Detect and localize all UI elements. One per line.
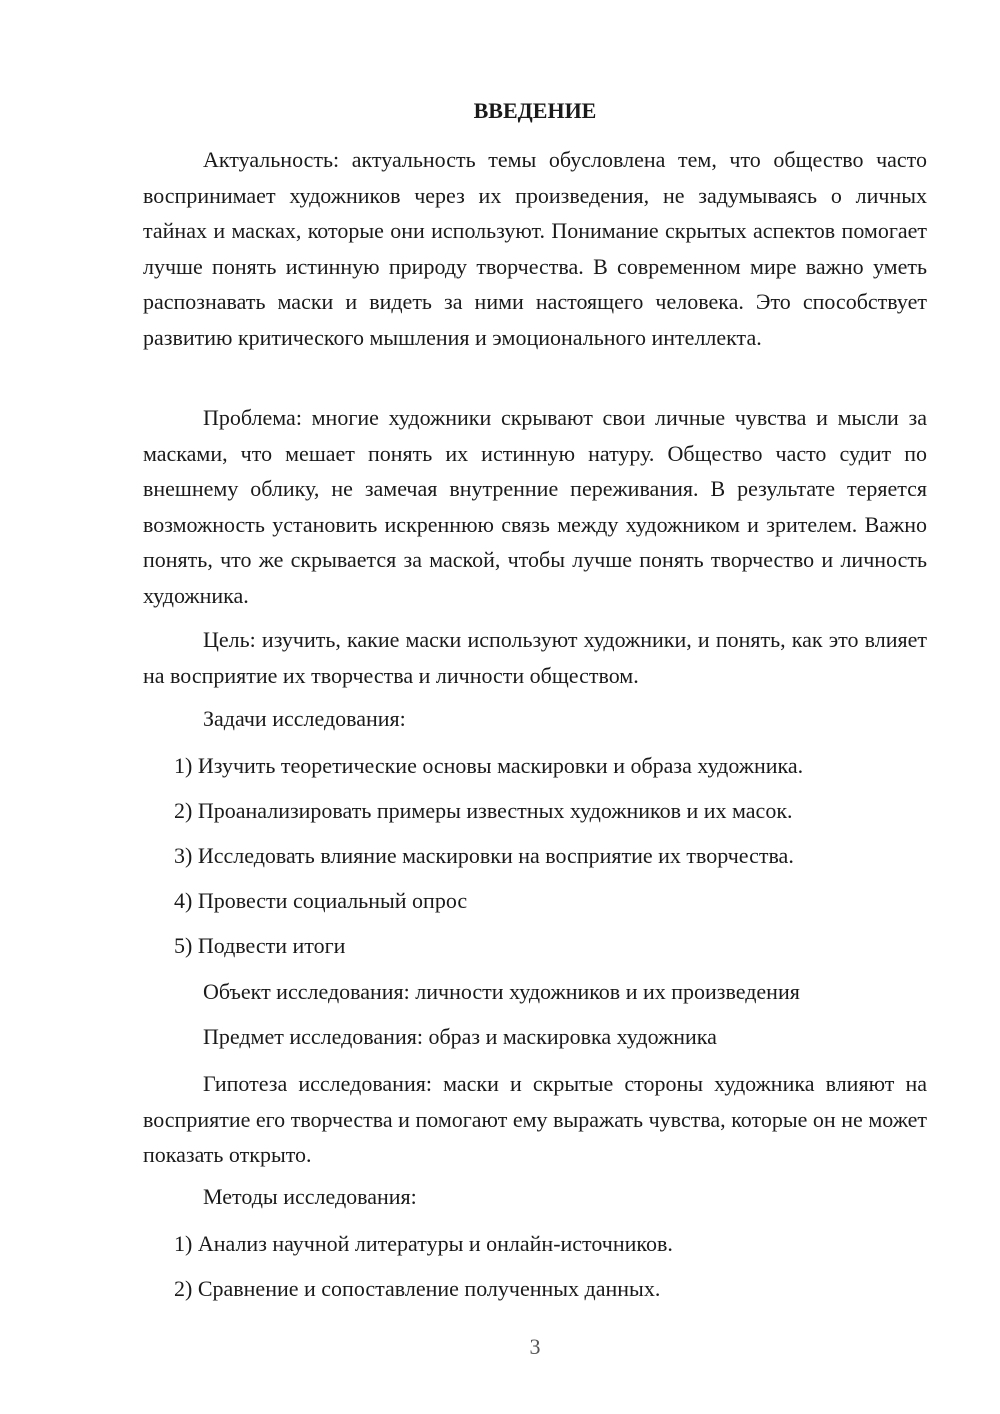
research-subject: Предмет исследования: образ и маскировка художника	[203, 1024, 717, 1049]
research-object: Объект исследования: личности художников и их произведения	[203, 979, 800, 1004]
task-item-4: 4) Провести социальный опрос	[174, 888, 468, 913]
problem-paragraph: Проблема: многие художники скрывают свои личные чувства и мысли за масками, что мешает понять их истинную натуру. Общество часто судит по внешнему облику, не замечая внутренние переживания. В результате теряется возможность установить искреннюю связь между художником и зрителем. Важно понять, что же скрывается за маской, чтобы лучше понять творчество и личность художника.	[143, 405, 927, 608]
section-title: ВВЕДЕНИЕ	[473, 98, 597, 123]
task-item-1: 1) Изучить теоретические основы маскировки и образа художника.	[174, 753, 804, 778]
method-item-2: 2) Сравнение и сопоставление полученных данных.	[174, 1276, 661, 1301]
task-item-5: 5) Подвести итоги	[174, 933, 346, 958]
relevance-paragraph: Актуальность: актуальность темы обусловлена тем, что общество часто воспринимает художников через их произведения, не задумываясь о личных тайнах и масках, которые они используют. Понимание скрытых аспектов помогает лучше понять истинную природу творчества. В современном мире важно уметь распознавать маски и видеть за ними настоящего человека. Это способствует развитию критического мышления и эмоционального интеллекта.	[143, 147, 927, 350]
method-item-1: 1) Анализ научной литературы и онлайн-источников.	[174, 1231, 673, 1256]
task-item-3: 3) Исследовать влияние маскировки на восприятие их творчества.	[174, 843, 794, 868]
methods-heading: Методы исследования:	[203, 1184, 417, 1209]
tasks-heading: Задачи исследования:	[203, 706, 406, 731]
task-item-2: 2) Проанализировать примеры известных художников и их масок.	[174, 798, 793, 823]
hypothesis-paragraph: Гипотеза исследования: маски и скрытые стороны художника влияют на восприятие его творчества и помогают ему выражать чувства, которые он не может показать открыто.	[143, 1071, 927, 1167]
goal-paragraph: Цель: изучить, какие маски используют художники, и понять, как это влияет на восприятие их творчества и личности обществом.	[143, 627, 927, 688]
page-number: 3	[529, 1334, 541, 1359]
